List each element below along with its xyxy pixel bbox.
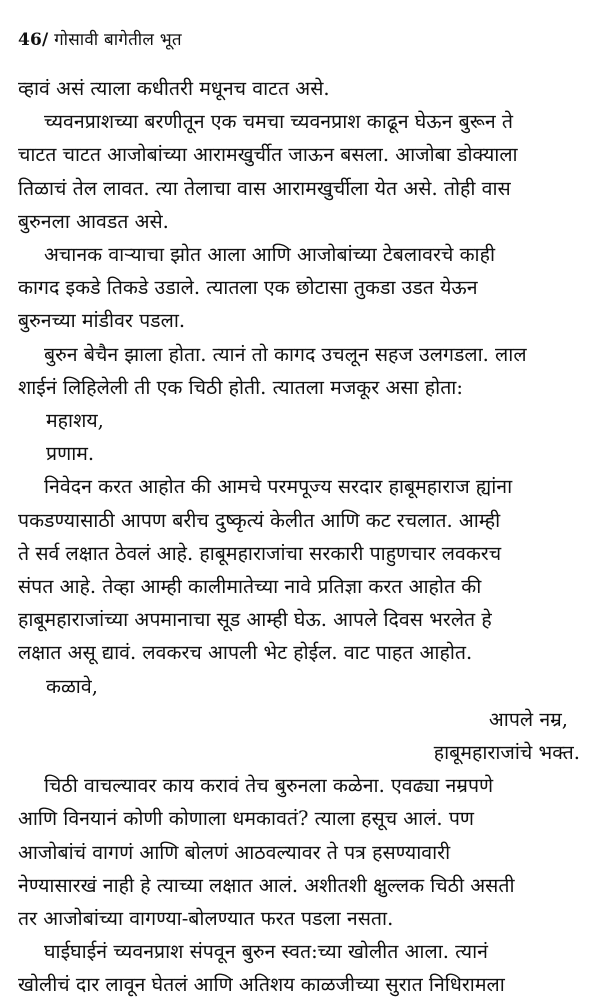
letter-body-line: निवेदन करत आहोत की आमचे परमपूज्य सरदार हाबूमहाराज ह्यांना (44, 475, 513, 499)
text-line: आजोबांचं वागणं आणि बोलणं आठवल्यावर ते पत्र हसण्यावारी (18, 840, 451, 864)
text-line: नेण्यासारखं नाही हे त्याच्या लक्षात आलं. अशीतशी क्षुल्लक चिठी असती (18, 873, 515, 897)
letter-body-line: हाबूमहाराजांच्या अपमानाचा सूड आम्ही घेऊ. आपले दिवस भरलेत हे (18, 608, 492, 632)
paragraph-start-line: घाईघाईनं च्यवनप्राश संपवून बुरुन स्वत:च्या खोलीत आला. त्यानं (44, 940, 488, 964)
letter-signoff: आपले नम्र, (488, 707, 568, 731)
paragraph-start-line: च्यवनप्राशच्या बरणीतून एक चमचा च्यवनप्राश काढून घेऊन बुरून ते (44, 110, 514, 134)
text-line: बुरुनच्या मांडीवर पडला. (18, 309, 186, 333)
text-line: व्हावं असं त्याला कधीतरी मधूनच वाटत असे. (18, 77, 330, 100)
text-line: खोलीचं दार लावून घेतलं आणि अतिशय काळजीच्या सुरात निधिरामला (18, 973, 505, 997)
paragraph-start-line: बुरुन बेचैन झाला होता. त्यानं तो कागद उचलून सहज उलगडला. लाल (44, 342, 527, 366)
letter-salutation: महाशय, (46, 409, 104, 433)
book-title: गोसावी बागेतील भूत (54, 30, 182, 50)
letter-body-line: लक्षात असू द्यावं. लवकरच आपली भेट होईल. वाट पाहत आहोत. (18, 641, 473, 665)
letter-greeting: प्रणाम. (46, 442, 95, 466)
letter-body-line: ते सर्व लक्षात ठेवलं आहे. हाबूमहाराजांचा सरकारी पाहुणचार लवकरच (18, 541, 502, 565)
letter-body-line: संपत आहे. तेव्हा आम्ही कालीमातेच्या नावे प्रतिज्ञा करत आहोत की (18, 575, 482, 599)
text-line: चाटत चाटत आजोबांच्या आरामखुर्चीत जाऊन बसला. आजोबा डोक्याला (18, 143, 518, 167)
text-line: आणि विनयानं कोणी कोणाला धमकावतं? त्याला हसूच आलं. पण (18, 807, 475, 831)
page-number: 46/ (18, 30, 49, 50)
text-line: शाईनं लिहिलेली ती एक चिठी होती. त्यातला मजकूर असा होता: (18, 375, 463, 399)
book-page (18, 28, 580, 1002)
body-text (18, 72, 580, 1002)
text-line: तिळाचं तेल लावत. त्या तेलाचा वास आरामखुर्चीला येत असे. तोही वास (18, 176, 511, 200)
paragraph-start-line: अचानक वाऱ्याचा झोत आला आणि आजोबांच्या टेबलावरचे काही (44, 243, 495, 267)
text-line: बुरुनला आवडत असे. (18, 209, 169, 233)
text-line: कागद इकडे तिकडे उडाले. त्यातला एक छोटासा तुकडा उडत येऊन (18, 276, 478, 300)
text-line: तर आजोबांच्या वागण्या-बोलण्यात फरत पडला नसता. (18, 907, 394, 931)
letter-body-line: पकडण्यासाठी आपण बरीच दुष्कृत्यं केलीत आणि कट रचलात. आम्ही (18, 508, 501, 532)
letter-closing: कळावे, (46, 674, 98, 698)
running-header (18, 28, 580, 52)
paragraph-start-line: चिठी वाचल्यावर काय करावं तेच बुरुनला कळेना. एवढ्या नम्रपणे (44, 774, 494, 798)
letter-signature: हाबूमहाराजांचे भक्त. (433, 741, 580, 765)
